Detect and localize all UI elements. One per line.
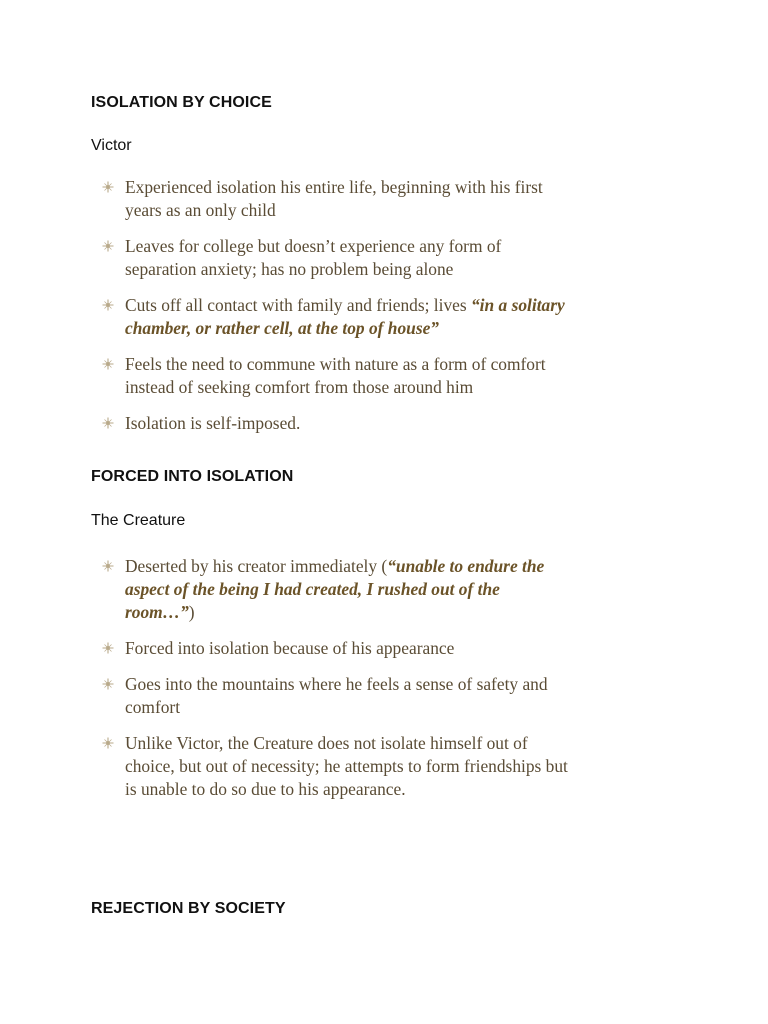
list-item	[102, 673, 572, 719]
list-item	[102, 637, 572, 660]
list-item	[102, 412, 572, 435]
list-item	[102, 732, 572, 801]
bullet-list	[102, 555, 572, 801]
list-item	[102, 294, 572, 340]
ornament-bullet-icon	[102, 358, 114, 370]
list-item	[102, 353, 572, 399]
ornament-bullet-icon	[102, 642, 114, 654]
bullet-text: Isolation is self-imposed.	[125, 413, 301, 433]
section-heading: ISOLATION BY CHOICE	[91, 94, 272, 111]
quote-text: “in a solitary chamber, or rather cell, at the top of house”	[125, 295, 565, 338]
section-subheading: The Creature	[91, 512, 186, 529]
bullet-text: )	[188, 602, 195, 622]
ornament-bullet-icon	[102, 560, 114, 572]
section-heading: FORCED INTO ISOLATION	[91, 468, 294, 485]
ornament-bullet-icon	[102, 181, 114, 193]
ornament-bullet-icon	[102, 737, 114, 749]
bullet-text: Forced into isolation because of his appearance	[125, 638, 455, 658]
bullet-text: Goes into the mountains where he feels a sense of safety and comfort	[125, 674, 548, 717]
ornament-bullet-icon	[102, 299, 114, 311]
bullet-text: Experienced isolation his entire life, beginning with his first years as an only child	[125, 177, 543, 220]
bullet-text: Cuts off all contact with family and friends; lives	[125, 295, 471, 315]
bullet-list	[102, 176, 572, 435]
bullet-text: Deserted by his creator immediately (	[125, 556, 388, 576]
ornament-bullet-icon	[102, 240, 114, 252]
section-subheading: Victor	[91, 137, 132, 154]
list-item	[102, 235, 572, 281]
quote-text: “unable to endure the aspect of the being I had created, I rushed out of the room…”	[125, 556, 545, 622]
list-item	[102, 555, 572, 624]
ornament-bullet-icon	[102, 678, 114, 690]
list-item	[102, 176, 572, 222]
bullet-text: Feels the need to commune with nature as a form of comfort instead of seeking comfort from those around him	[125, 354, 546, 397]
bullet-text: Leaves for college but doesn’t experience any form of separation anxiety; has no problem being alone	[125, 236, 502, 279]
bullet-text: Unlike Victor, the Creature does not isolate himself out of choice, but out of necessity; he attempts to form friendships but is unable to do so due to his appearance.	[125, 733, 568, 799]
section-heading: REJECTION BY SOCIETY	[91, 900, 286, 917]
ornament-bullet-icon	[102, 417, 114, 429]
